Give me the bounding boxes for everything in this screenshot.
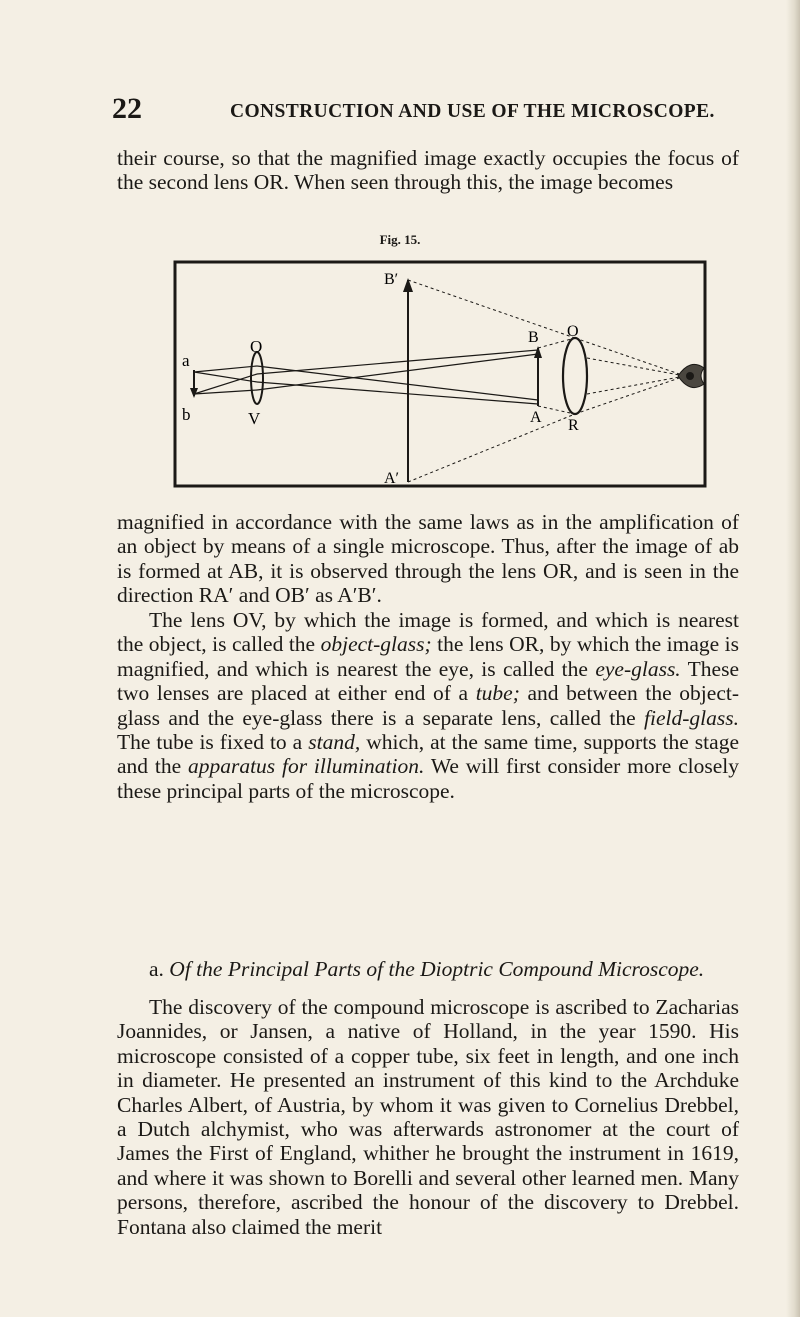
label-a-prime: A′ — [384, 470, 400, 487]
label-b: b — [182, 405, 191, 424]
label-a: a — [182, 351, 190, 370]
p2-text-2: the lens OR, by which the image is magnified, and which is nearest the eye, is called the — [117, 632, 739, 681]
section-prefix: a. — [149, 957, 170, 981]
label-o-eye: O — [567, 323, 579, 340]
p2-text-7: We will first consider more closely these principal parts of the microscope. — [117, 754, 740, 803]
eye-glass-lens — [563, 338, 587, 414]
section-heading — [117, 957, 739, 981]
paragraph-top: their course, so that the magnified image exactly occupies the focus of the second lens OR. When seen through this, the image becomes — [117, 146, 739, 195]
label-b: B — [528, 329, 539, 346]
ray-1 — [194, 366, 257, 372]
figure-caption: Fig. 15. — [379, 232, 421, 247]
label-r: R — [568, 417, 579, 434]
running-title: CONSTRUCTION AND USE OF THE MICROSCOPE. — [230, 101, 715, 122]
section-title: Of the Principal Parts of the Dioptric Compound Microscope. — [169, 957, 705, 981]
p2-text-6: which, at the same time, supports the stage and the — [117, 730, 739, 779]
object-glass-lens — [251, 352, 263, 404]
ray-5 — [257, 366, 538, 400]
p2-emph-tube: tube; — [475, 681, 520, 706]
paragraph-2 — [117, 608, 739, 803]
ray-8 — [257, 354, 538, 390]
figure-15 — [170, 258, 710, 490]
page-header — [112, 92, 752, 126]
eye-ray-1 — [575, 338, 685, 376]
ray-7 — [257, 350, 538, 374]
p2-text-5: The tube is fixed to a — [117, 730, 309, 755]
eye-ray-4 — [587, 376, 685, 394]
p2-text-1: The lens OV, by which the image is formed, and which is nearest the object, is called the — [117, 608, 739, 657]
p2-emph-apparatus: apparatus for illumination. — [187, 754, 425, 779]
diagram-frame — [175, 262, 705, 486]
eye-pupil-icon — [686, 372, 694, 380]
p2-text-4: and between the object-glass and the eye-glass there is a separate lens, called the — [117, 681, 739, 730]
label-o-objective: O — [250, 337, 263, 356]
paragraph-3: The discovery of the compound microscope is ascribed to Zacharias Joannides, or Jansen, a native of Holland, in the year 1590. His microscope consisted of a copper tube, six feet in length, and one inch in diameter. He presented an instrument of this kind to the Archduke Charles Albert, of Austria, by whom it was given to Cornelius Drebbel, a Dutch alchymist, who was afterwards astronomer at the court of James the First of England, whither he brought the instrument in 1619, and where it was shown to Borelli and several other learned men. Many persons, therefore, ascribed the honour of the discovery to Drebbel. Fontana also claimed the merit — [117, 995, 739, 1239]
eye-ray-2 — [575, 376, 685, 414]
label-v: V — [248, 409, 261, 428]
eye-ray-3 — [587, 358, 685, 376]
page-edge-shadow — [786, 0, 800, 1317]
p2-emph-stand: stand, — [308, 730, 361, 755]
dashed-ray-b — [408, 280, 575, 338]
optics-diagram — [170, 258, 710, 490]
p2-emph-field-glass: field-glass. — [644, 705, 739, 730]
p2-text-3: These two lenses are placed at either end of a — [117, 656, 739, 706]
page-number: 22 — [112, 92, 142, 125]
label-a: A — [530, 409, 542, 426]
p2-emph-eye-glass: eye-glass. — [595, 656, 681, 681]
paragraph-1: magnified in accordance with the same laws as in the amplification of an object by means of a single microscope. Thus, after the image of ab is formed at AB, it is observed through the lens OR, and is seen in the direction RA′ and OB′ as A′B′. — [117, 510, 739, 608]
label-b-prime: B′ — [384, 271, 399, 288]
dashed-ray-a — [408, 414, 575, 482]
ray-6 — [257, 382, 538, 404]
p2-emph-object-glass: object-glass; — [320, 632, 432, 657]
